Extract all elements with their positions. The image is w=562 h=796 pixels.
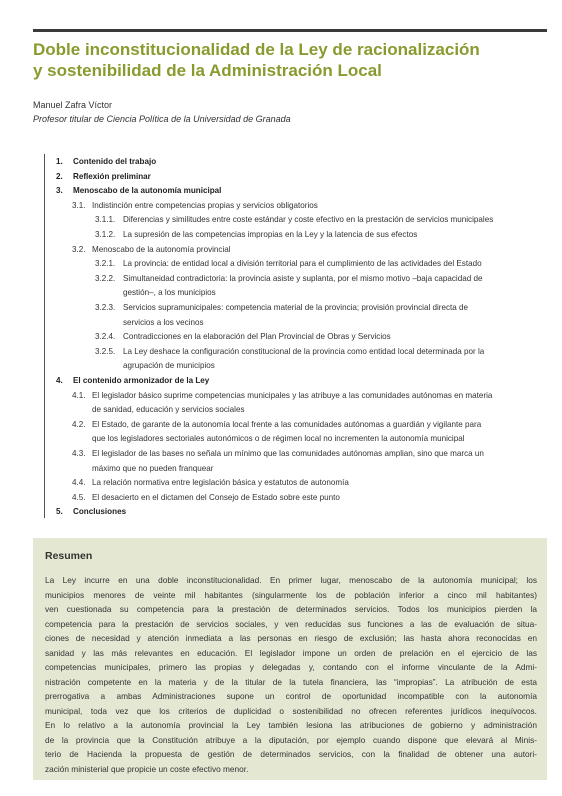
toc-entry-number: 3. [56,186,63,196]
abstract-line: de la provincia que la Constitución atribuye a la diputación, por ejemplo cuando dispone que elevará al Minis- [45,734,537,745]
toc-entry-text: Contenido del trabajo [73,157,157,166]
toc-entry-text: Menoscabo de la autonomía municipal [73,186,222,196]
toc-entry-number: 3.2.3. [95,303,116,312]
toc-entry-number: 3.2. [72,244,86,254]
title-line-2: y sostenibilidad de la Administración Local [33,61,382,80]
toc-entry-number: 4.4. [72,478,86,488]
author-affiliation: Profesor titular de Ciencia Política de la Universidad de Granada [33,114,291,124]
toc-entry-text: El contenido armonizador de la Ley [73,376,210,385]
toc-entry-text: agrupación de municipios [123,361,215,371]
abstract-line: La Ley incurre en una doble inconstitucionalidad. En primer lugar, menoscabo de la autonomía municipal; los [45,575,537,585]
abstract-body [45,573,537,776]
abstract-line: municipios menores de veinte mil habitantes (singularmente los de población inferior a cinco mil habitantes) [45,589,537,600]
article-title [33,39,533,81]
toc-entry-number: 3.1.1. [95,215,116,225]
toc-entry-text: gestión–, a los municipios [123,288,216,298]
toc-entry-text: Conclusiones [73,507,127,517]
toc-entry-number: 4.1. [72,390,86,400]
toc-entry-text: Diferencias y similitudes entre coste estándar y coste efectivo en la prestación de servicios municipales [123,215,494,225]
toc-entry-text: La supresión de las competencias impropias en la Ley y la latencia de sus efectos [123,230,418,239]
abstract-line: competencias municipales, primero las propias y delegadas y, contando con el informe vinculante de la Admi- [45,662,537,672]
abstract-line: ven cuestionada su competencia para la prestación de determinados servicios. Todos los municipios pierden la [45,604,537,614]
toc-entry-text: máximo que no pueden franquear [92,463,214,473]
toc-entry-text: El Estado, de garante de la autonomía local frente a las comunidades autónomas a guardián y vigilante para [92,419,482,429]
abstract-line: municipal, toda vez que los criterios de duplicidad o sostenibilidad no ofrecen referentes jurídicos inequívocos. [45,705,537,716]
toc-entry-text: La relación normativa entre legislación básica y estatutos de autonomía [92,478,349,488]
toc-entry-text: La Ley deshace la configuración constitucional de la provincia como entidad local determinada por la [123,346,485,356]
abstract-line: zación ministerial que propicie un coste efectivo menor. [45,763,249,774]
toc-entry-number: 4.5. [72,492,86,502]
table-of-contents [44,154,545,518]
toc-entry-text: Menoscabo de la autonomía provincial [92,244,231,254]
abstract-line: competencia para la prestación de servicios sociales, y ven reducidas sus funciones a las de evaluación de situa- [45,618,537,629]
toc-entry-number: 3.1. [72,200,86,210]
toc-entry-number: 4.2. [72,419,86,429]
toc-entry-text: Reflexión preliminar [73,171,151,181]
top-rule [33,29,547,32]
toc-entry-text: que los legisladores sectoriales autonómicos o de régimen local no incrementen la autonomía municipal [92,434,465,444]
toc-entry-number: 3.2.2. [95,273,116,283]
toc-entry-text: La provincia: de entidad local a división territorial para el cumplimiento de las actividades del Estado [123,259,482,269]
toc-entry-text: El legislador de las bases no señala un mínimo que las comunidades autónomas amplian, sino que marca un [92,449,484,458]
title-line-1: Doble inconstitucionalidad de la Ley de racionalización [33,40,480,59]
toc-entry-number: 4.3. [72,449,86,458]
toc-entry-text: Contradicciones en la elaboración del Plan Provincial de Obras y Servicios [123,332,391,342]
author-name: Manuel Zafra Víctor [33,100,113,110]
toc-entry-number: 4. [56,376,63,385]
abstract-line: prerrogativa a ambas Administraciones supone un control de oportunidad incompatible con la autonomía [45,691,537,701]
toc-entry-text: Indistinción entre competencias propias y servicios obligatorios [92,200,318,210]
toc-entry-number: 3.2.1. [95,259,116,269]
abstract-line: ciones de necesidad y atención inmediata a las personas en riesgo de exclusión; las hasta ahora reconocidas en [45,633,537,643]
toc-entry-text: El legislador básico suprime competencias municipales y las atribuye a las comunidades autónomas en materia [92,390,493,400]
toc-entry-text: Simultaneidad contradictoria: la provincia asiste y suplanta, por el mismo motivo –baja capacidad de [123,273,483,283]
toc-entry-text: de sanidad, educación y servicios sociales [92,405,245,415]
abstract-line: nistración competente en la materia y de la titular de la tutela financiera, las “impropias”. La atribución de esta [45,676,537,687]
toc-entry-number: 3.1.2. [95,230,116,239]
toc-entry-number: 2. [56,171,63,181]
toc-entry-number: 3.2.5. [95,346,116,356]
toc-entry-number: 3.2.4. [95,332,116,342]
toc-entry-text: servicios a los vecinos [123,317,204,327]
abstract-line: sanidad y las más relevantes en educación. El legislador impone un orden de prelación en el ejercicio de las [45,647,537,658]
abstract-line: En lo relativo a la autonomía provincial la Ley también lesiona las atribuciones de gobierno y administración [45,720,537,730]
toc-entry-text: El desacierto en el dictamen del Consejo de Estado sobre este punto [92,492,340,502]
abstract-line: terio de Hacienda la propuesta de gestión de determinados servicios, con la finalidad de obtener una autori- [45,749,537,759]
toc-entry-number: 5. [56,507,63,517]
toc-entry-number: 1. [56,157,63,166]
abstract-box [33,538,547,780]
abstract-heading: Resumen [45,550,93,562]
toc-entry-text: Servicios supramunicipales: competencia material de la provincia; provisión provincial directa de [123,303,469,312]
